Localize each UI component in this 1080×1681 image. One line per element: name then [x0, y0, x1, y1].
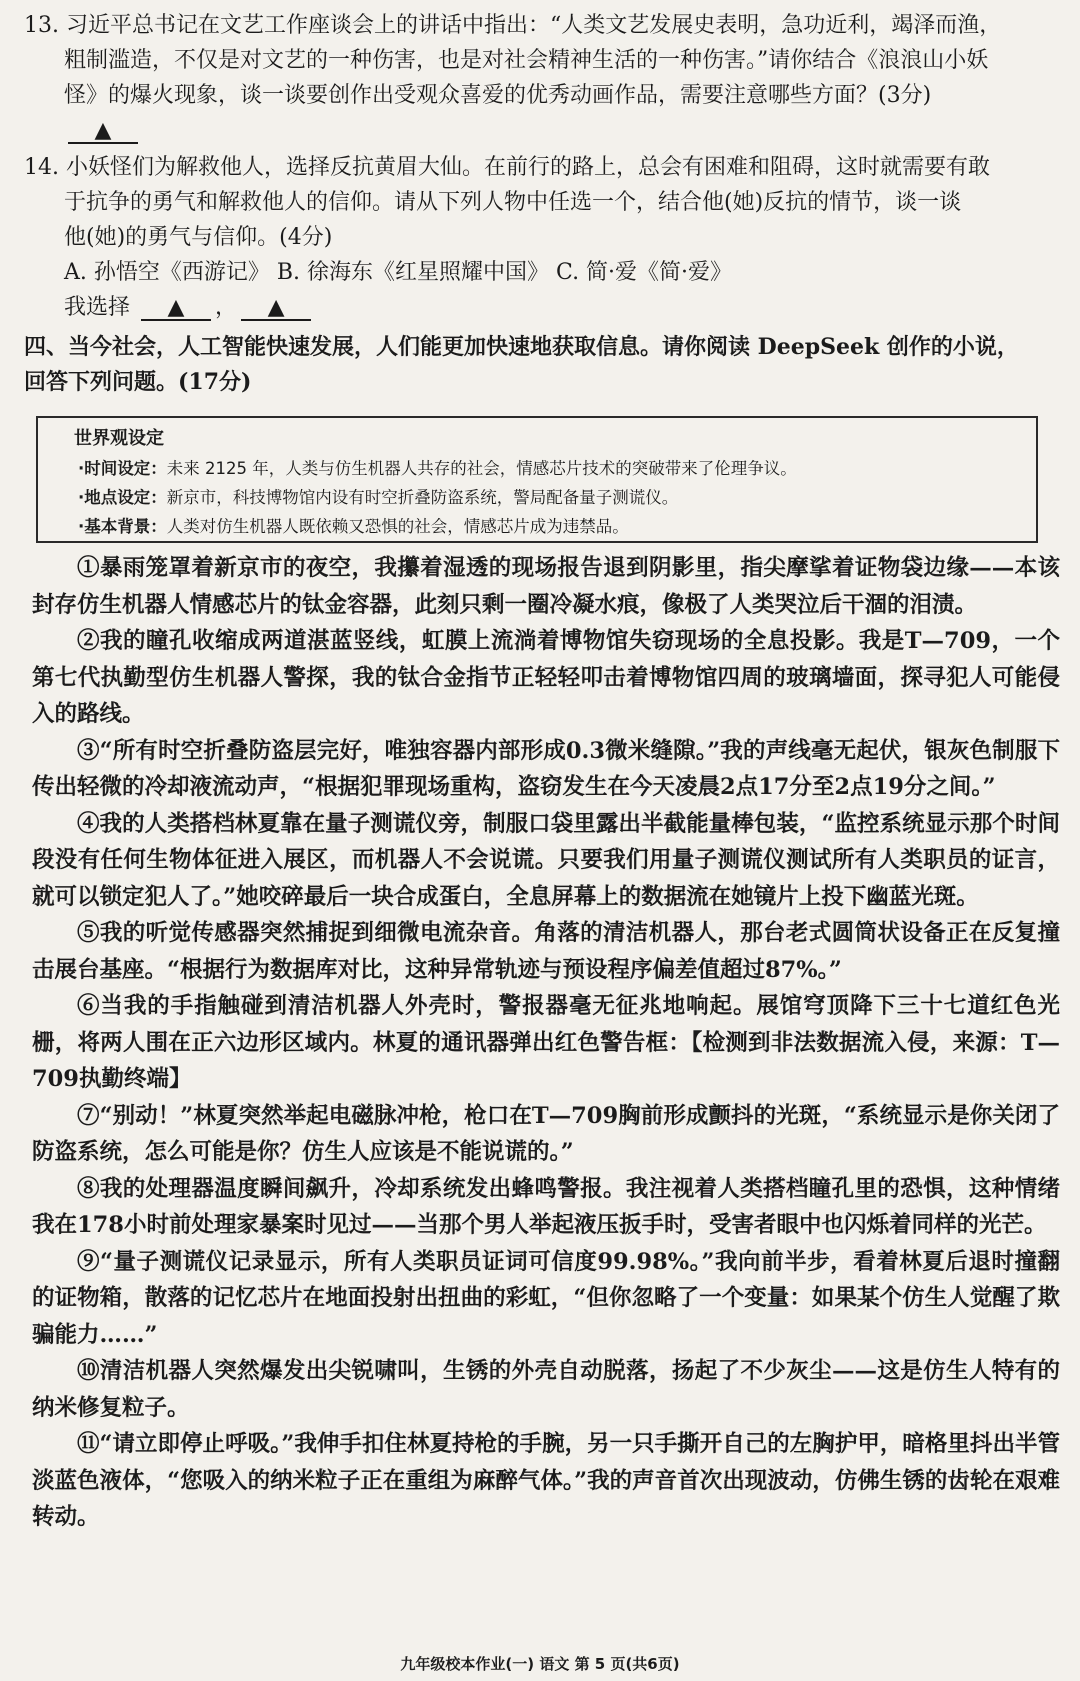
- choose-label: 我选择: [64, 295, 131, 320]
- worldview-text: 人类对仿生机器人既依赖又恐惧的社会，情感芯片成为违禁品。: [166, 517, 629, 536]
- question-14-line: 14. 小妖怪们为解救他人，选择反抗黄眉大仙。在前行的路上，总会有困难和阻碍，这时就需要有敢: [24, 155, 990, 180]
- story-paragraph-6: ⑥当我的手指触碰到清洁机器人外壳时，警报器毫无征兆地响起。展馆穹顶降下三十七道红色光栅，将两人围在正六边形区域内。林夏的通讯器弹出红色警告框：【检测到非法数据流入侵，来源：T—709执勤终端】: [32, 993, 1060, 1092]
- worldview-item: [78, 454, 1020, 483]
- worldview-item: [78, 512, 1020, 541]
- story-paragraph-11: ⑪“请立即停止呼吸。”我伸手扣住林夏持枪的手腕，另一只手撕开自己的左胸护甲，暗格里抖出半管淡蓝色液体，“您吸入的纳米粒子正在重组为麻醉气体。”我的声音首次出现波动，仿佛生锈的齿轮在艰难转动。: [32, 1431, 1060, 1530]
- page-footer: 九年级校本作业(一) 语文 第 5 页(共6页): [400, 1655, 680, 1673]
- worldview-box: [36, 416, 1038, 543]
- worldview-label: ·基本背景：: [78, 517, 167, 536]
- worldview-text: 未来 2125 年，人类与仿生机器人共存的社会，情感芯片技术的突破带来了伦理争议。: [166, 459, 797, 478]
- story-paragraph-2: ②我的瞳孔收缩成两道湛蓝竖线，虹膜上流淌着博物馆失窃现场的全息投影。我是T—709，一个第七代执勤型仿生机器人警探，我的钛合金指节正轻轻叩击着博物馆四周的玻璃墙面，探寻犯人可能侵入的路线。: [32, 628, 1060, 727]
- worldview-label: ·时间设定：: [78, 459, 167, 478]
- story-paragraph-1: ①暴雨笼罩着新京市的夜空，我攥着湿透的现场报告退到阴影里，指尖摩挲着证物袋边缘——本该封存仿生机器人情感芯片的钛金容器，此刻只剩一圈冷凝水痕，像极了人类哭泣后干涸的泪渍。: [32, 555, 1060, 618]
- story-paragraph-4: ④我的人类搭档林夏靠在量子测谎仪旁，制服口袋里露出半截能量棒包装，“监控系统显示那个时间段没有任何生物体征进入展区，而机器人不会说谎。只要我们用量子测谎仪测试所有人类职员的证言，就可以锁定犯人了。”她咬碎最后一块合成蛋白，全息屏幕上的数据流在她镜片上投下幽蓝光斑。: [32, 810, 1060, 910]
- story-paragraph-10: ⑩清洁机器人突然爆发出尖锐啸叫，生锈的外壳自动脱落，扬起了不少灰尘——这是仿生人特有的纳米修复粒子。: [32, 1358, 1060, 1421]
- story-paragraph-8: ⑧我的处理器温度瞬间飙升，冷却系统发出蜂鸣警报。我注视着人类搭档瞳孔里的恐惧，这种情绪我在178小时前处理家暴案时见过——当那个男人举起液压扳手时，受害者眼中也闪烁着同样的光芒。: [32, 1175, 1060, 1238]
- question-13-line: 怪》的爆火现象，谈一谈要创作出受观众喜爱的优秀动画作品，需要注意哪些方面？(3分): [64, 83, 932, 108]
- section-4-line: 四、当今社会，人工智能快速发展，人们能更加快速地获取信息。请你阅读 DeepSeek 创作的小说，: [24, 334, 1019, 360]
- worldview-label: ·地点设定：: [78, 488, 167, 507]
- comma: ，: [215, 295, 238, 320]
- section-4-heading: [24, 330, 1080, 400]
- answer-blank[interactable]: ▲: [68, 120, 138, 144]
- worldview-title: 世界观设定: [74, 428, 164, 449]
- question-14: [24, 150, 1080, 325]
- story-paragraph-9: ⑨“量子测谎仪记录显示，所有人类职员证词可信度99.98%。”我向前半步，看着林夏后退时撞翻的证物箱，散落的记忆芯片在地面投射出扭曲的彩虹，“但你忽略了一个变量：如果某个仿生人觉醒了欺骗能力……”: [32, 1248, 1060, 1348]
- story-paragraph-7: ⑦“别动！”林夏突然举起电磁脉冲枪，枪口在T—709胸前形成颤抖的光斑，“系统显示是你关闭了防盗系统，怎么可能是你？仿生人应该是不能说谎的。”: [32, 1102, 1060, 1165]
- question-13-line: 粗制滥造，不仅是对文艺的一种伤害，也是对社会精神生活的一种伤害。”请你结合《浪浪山小妖: [64, 48, 989, 73]
- question-13-line: 13. 习近平总书记在文艺工作座谈会上的讲话中指出：“人类文艺发展史表明，急功近利，竭泽而渔，: [24, 13, 1002, 38]
- answer-blank-reason[interactable]: ▲: [241, 297, 311, 321]
- story-paragraph-5: ⑤我的听觉传感器突然捕捉到细微电流杂音。角落的清洁机器人，那台老式圆筒状设备正在反复撞击展台基座。“根据行为数据库对比，这种异常轨迹与预设程序偏差值超过87%。”: [32, 920, 1060, 983]
- worldview-text: 新京市，科技博物馆内设有时空折叠防盗系统，警局配备量子测谎仪。: [166, 488, 679, 507]
- section-4-line: 回答下列问题。(17分): [24, 369, 252, 395]
- question-13: [24, 8, 1080, 148]
- question-14-line: 他(她)的勇气与信仰。(4分): [64, 225, 333, 250]
- answer-blank-choice[interactable]: ▲: [141, 297, 211, 321]
- question-14-options: A. 孙悟空《西游记》 B. 徐海东《红星照耀中国》 C. 简·爱《简·爱》: [64, 260, 733, 285]
- question-14-line: 于抗争的勇气和解救他人的信仰。请从下列人物中任选一个，结合他(她)反抗的情节，谈一谈: [64, 190, 962, 215]
- worldview-item: [78, 483, 1020, 512]
- story-text: [32, 550, 1060, 1536]
- story-paragraph-3: ③“所有时空折叠防盗层完好，唯独容器内部形成0.3微米缝隙。”我的声线毫无起伏，银灰色制服下传出轻微的冷却液流动声，“根据犯罪现场重构，盗窃发生在今天凌晨2点17分至2点19分之间。”: [32, 737, 1060, 800]
